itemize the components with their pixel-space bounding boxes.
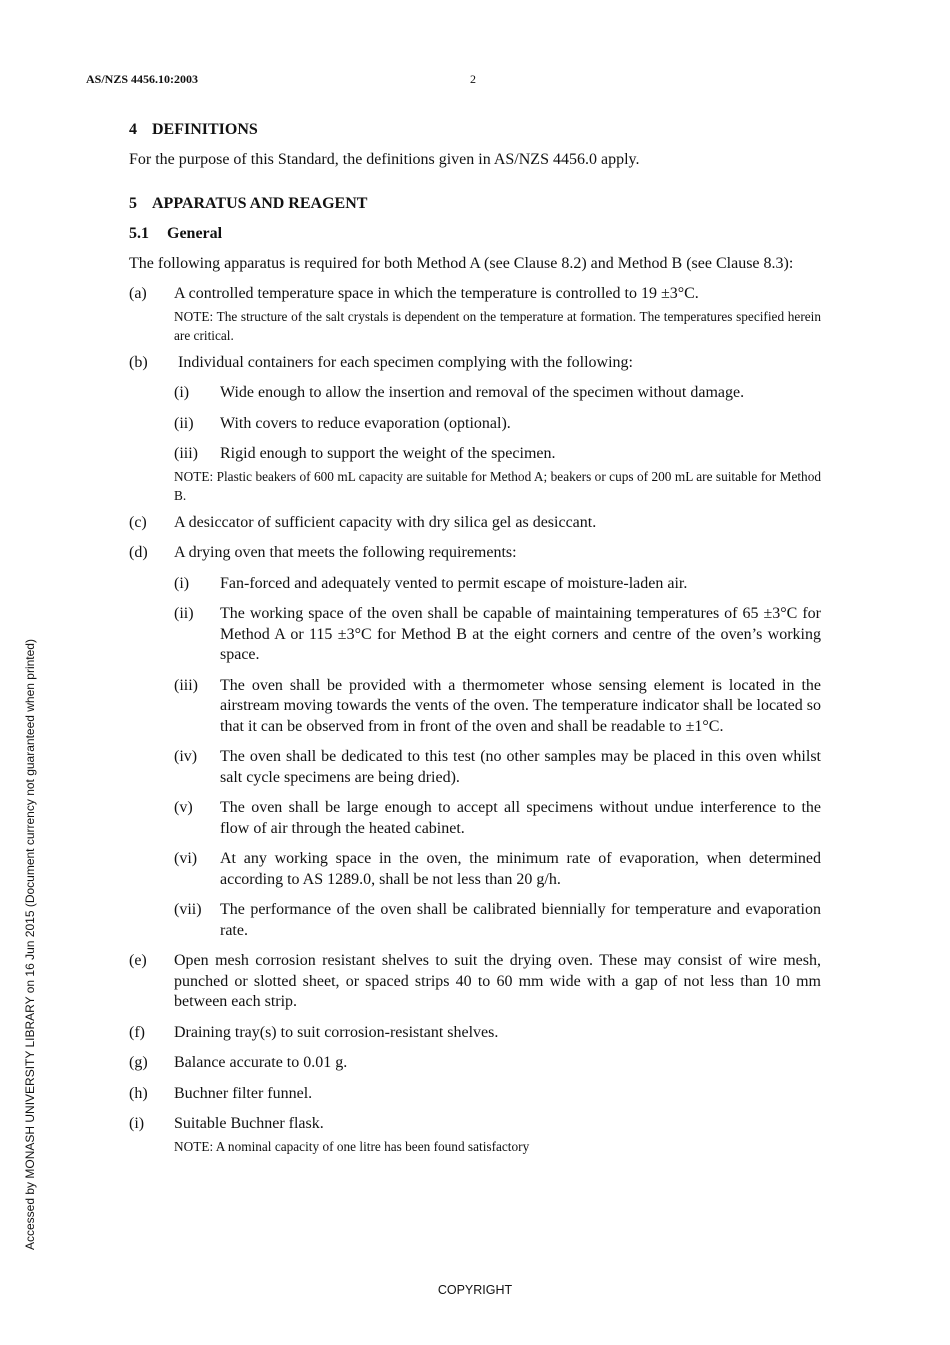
sub-item-d-i — [174, 574, 821, 595]
note-a: NOTE: The structure of the salt crystals is dependent on the temperature at formation. The temperatures specified herein are critical. — [174, 308, 821, 343]
sub-item-text: Fan-forced and adequately vented to permit escape of moisture-laden air. — [220, 574, 688, 592]
item-label: (a) — [129, 285, 147, 302]
sub-item-d-iv — [174, 747, 821, 788]
sub-item-label: (ii) — [174, 605, 194, 622]
definitions-text: For the purpose of this Standard, the definitions given in AS/NZS 4456.0 apply. — [129, 151, 640, 168]
sub-item-label: (iv) — [174, 748, 198, 765]
item-label: (g) — [129, 1054, 148, 1071]
sub-item-text: Rigid enough to support the weight of the specimen. — [220, 445, 556, 462]
item-text: A controlled temperature space in which the temperature is controlled to 19 ±3°C. — [174, 285, 699, 302]
sub-item-b-iii — [174, 444, 821, 465]
sub-item-text: The oven shall be dedicated to this test (no other samples may be placed in this oven whilst salt cycle specimens are being dried). — [220, 748, 821, 786]
sub-item-label: (v) — [174, 799, 193, 816]
list-item-b — [129, 353, 821, 374]
list-item-g — [129, 1053, 821, 1074]
item-label: (i) — [129, 1115, 145, 1132]
access-watermark: Accessed by MONASH UNIVERSITY LIBRARY on 16 Jun 2015 (Document currency not guaranteed when printed) — [23, 639, 37, 1250]
sub-item-d-iii — [174, 676, 821, 738]
list-item-d — [129, 543, 821, 564]
section-number: 4 — [129, 121, 137, 138]
sub-item-text: With covers to reduce evaporation (optional). — [220, 414, 511, 432]
item-text: A drying oven that meets the following requirements: — [174, 544, 517, 561]
list-item-h — [129, 1084, 821, 1105]
item-text: Suitable Buchner flask. — [174, 1115, 324, 1132]
item-text: Individual containers for each specimen complying with the following: — [178, 353, 633, 371]
sub-item-label: (vi) — [174, 850, 198, 867]
sub-item-text: At any working space in the oven, the minimum rate of evaporation, when determined according to AS 1289.0, shall be not less than 20 g/h. — [220, 850, 821, 888]
sub-item-label: (iii) — [174, 676, 198, 694]
section-5-heading — [129, 194, 821, 214]
list-item-a — [129, 284, 821, 305]
sub-item-b-ii — [174, 414, 821, 435]
list-item-e — [129, 951, 821, 1013]
sub-item-text: Wide enough to allow the insertion and removal of the specimen without damage. — [220, 384, 745, 401]
apparatus-intro: The following apparatus is required for both Method A (see Clause 8.2) and Method B (see Clause 8.3): — [129, 254, 794, 272]
item-text: Open mesh corrosion resistant shelves to suit the drying oven. These may consist of wire mesh, punched or slotted sheet, or spaced strips 40 to 60 mm wide with a gap of not less than 10 mm between each strip. — [174, 952, 821, 1010]
sub-item-text: The oven shall be provided with a thermometer whose sensing element is located in the airstream moving towards the vents of the oven. The temperature indicator shall be located so that it can be observed from in front of the oven and shall be readable to ±1°C. — [220, 676, 821, 735]
note-i: NOTE: A nominal capacity of one litre has been found satisfactory — [174, 1138, 530, 1154]
sub-item-d-vi — [174, 849, 821, 890]
list-item-f — [129, 1023, 821, 1044]
sub-item-label: (i) — [174, 384, 190, 401]
item-text: Draining tray(s) to suit corrosion-resistant shelves. — [174, 1023, 499, 1041]
clause-5-1-heading — [129, 224, 821, 244]
list-item-c — [129, 513, 821, 534]
sub-item-d-v — [174, 798, 821, 839]
sub-item-label: (i) — [174, 574, 190, 592]
document-code: AS/NZS 4456.10:2003 — [86, 72, 199, 86]
note-b: NOTE: Plastic beakers of 600 mL capacity are suitable for Method A; beakers or cups of 200 mL are suitable for Method B. — [174, 468, 821, 503]
item-text: A desiccator of sufficient capacity with dry silica gel as desiccant. — [174, 513, 597, 531]
item-label: (f) — [129, 1023, 145, 1041]
section-4-heading — [129, 120, 821, 140]
list-item-i — [129, 1114, 821, 1135]
item-label: (h) — [129, 1084, 148, 1102]
sub-item-label: (vii) — [174, 901, 202, 918]
item-label: (d) — [129, 544, 148, 561]
item-label: (e) — [129, 952, 147, 969]
clause-title: General — [167, 224, 223, 242]
section-title: APPARATUS AND REAGENT — [152, 194, 368, 212]
sub-item-text: The performance of the oven shall be calibrated biennially for temperature and evaporation rate. — [220, 901, 821, 939]
clause-number: 5.1 — [129, 224, 149, 242]
sub-item-label: (iii) — [174, 445, 198, 462]
copyright-footer: COPYRIGHT — [437, 1283, 513, 1297]
sub-item-d-ii — [174, 604, 821, 666]
item-text: Balance accurate to 0.01 g. — [174, 1054, 348, 1071]
section-number: 5 — [129, 194, 137, 212]
item-label: (c) — [129, 513, 147, 531]
sub-item-text: The oven shall be large enough to accept all specimens without undue interference to the flow of air through the heated cabinet. — [220, 799, 821, 837]
section-title: DEFINITIONS — [152, 121, 258, 138]
sub-item-text: The working space of the oven shall be capable of maintaining temperatures of 65 ±3°C for Method A or 115 ±3°C for Method B at the eight corners and centre of the oven’s working space. — [220, 605, 821, 663]
sub-item-b-i — [174, 383, 821, 404]
page-number: 2 — [470, 72, 476, 86]
sub-item-d-vii — [174, 900, 821, 941]
item-text: Buchner filter funnel. — [174, 1084, 313, 1102]
page-content — [129, 120, 821, 1156]
sub-item-label: (ii) — [174, 414, 194, 432]
item-label: (b) — [129, 353, 148, 371]
